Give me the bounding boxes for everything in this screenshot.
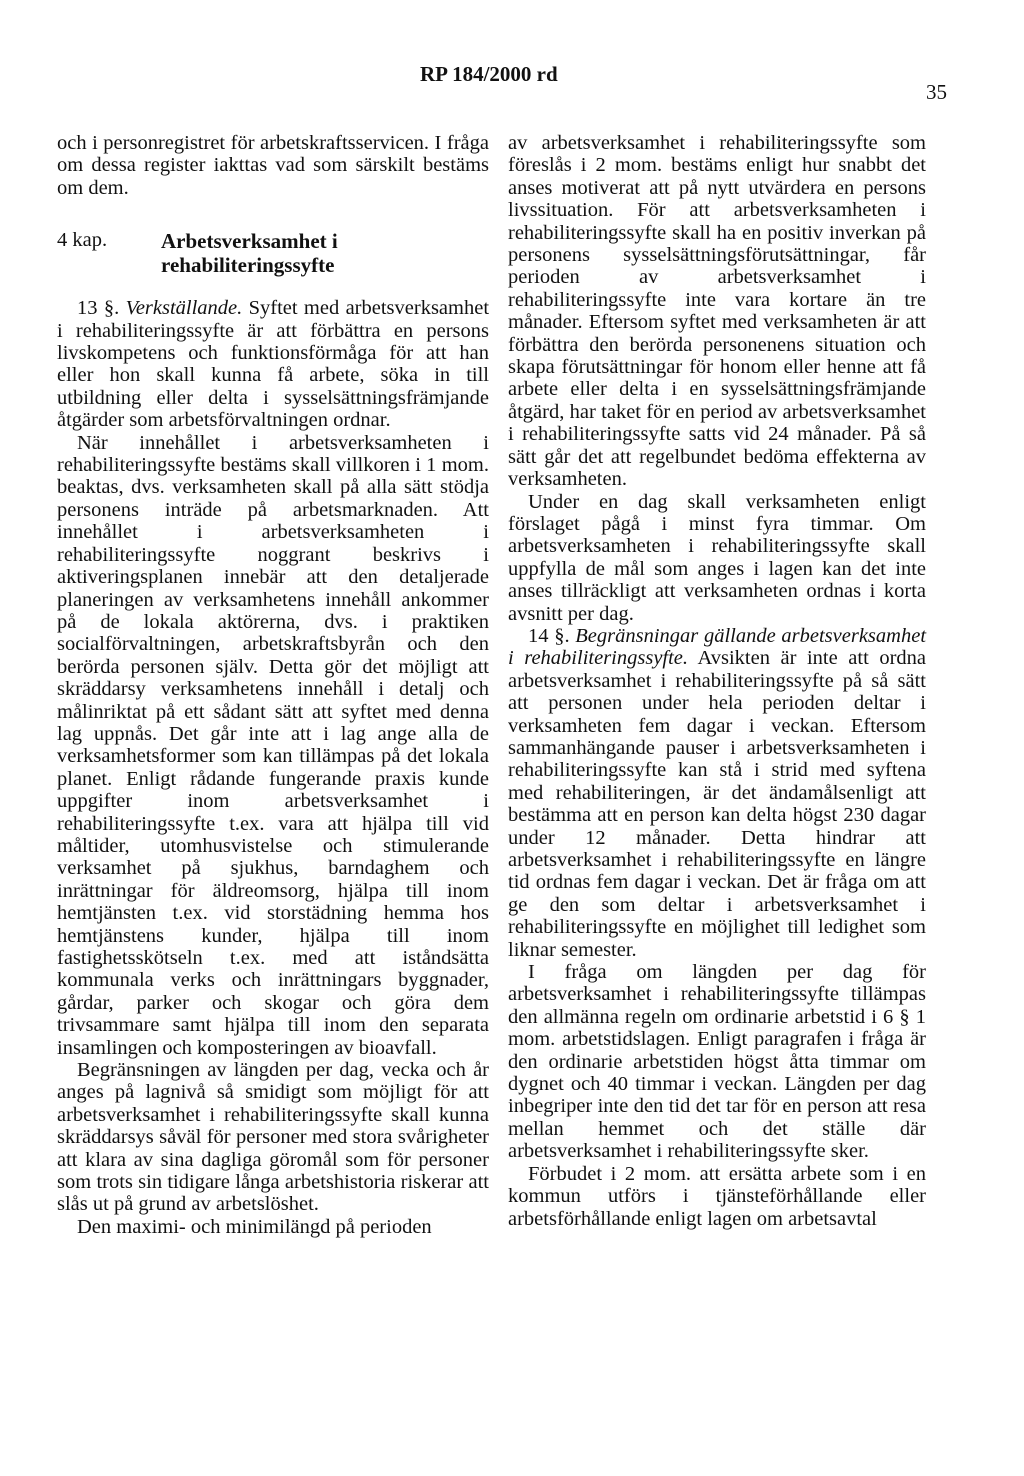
body-paragraph: I fråga om längden per dag för arbetsverksamhet i rehabiliteringssyfte tillämpas den allmänna regeln om ordinarie arbetstid i 6 § 1 mom. arbetstidslagen. Enligt paragrafen i fråga är den ordinarie arbetstiden högst åtta timmar om dygnet och 40 timmar i veckan. Längden per dag inbegriper inte den tid det tar för en person att resa mellan hemmet och det ställe där arbetsverksamhet i rehabiliteringssyfte sker. <box>508 961 926 1163</box>
intro-paragraph: och i personregistret för arbetskraftsservicen. I fråga om dessa register iakttas vad som särskilt bestäms om dem. <box>57 132 489 199</box>
chapter-title: Arbetsverksamhet i rehabiliteringssyfte <box>161 229 338 278</box>
section-13-number: 13 §. <box>77 297 120 320</box>
section-13-paragraph <box>57 297 489 431</box>
chapter-heading <box>57 229 489 277</box>
body-paragraph: Den maximi- och minimilängd på perioden <box>77 1215 432 1238</box>
section-14-number: 14 §. <box>528 624 570 647</box>
running-title: RP 184/2000 rd <box>420 62 558 86</box>
page-number: 35 <box>926 80 947 104</box>
chapter-number: 4 kap. <box>57 229 108 252</box>
body-paragraph: av arbetsverksamhet i rehabiliteringssyfte som föreslås i 2 mom. bestäms enligt hur snabbt det anses motiverat att på nytt utvärdera en persons livssituation. För att arbetsverksamheten i rehabiliteringssyfte skall ha en positiv inverkan på personens sysselsättningsförutsättningar, får perioden av arbetsverksamhet i rehabiliteringssyfte inte vara kortare än tre månader. Eftersom syftet med verksamheten är att förbättra den berörda personenens situation och skapa förutsättningar för honom eller henne att få arbete eller delta i en sysselsättningsfrämjande åtgärd, har taket för en period av arbetsverksamhet i rehabiliteringssyfte satts vid 24 månader. På så sätt går det att regelbundet bedöma effekterna av verksamheten. <box>508 132 926 491</box>
section-13-heading: Verkställande. <box>125 297 243 320</box>
right-column <box>508 132 926 1230</box>
section-14-heading: Begränsningar gällande arbetsverksamhet i rehabiliteringssyfte. <box>508 624 927 670</box>
body-paragraph: Under en dag skall verksamheten enligt förslaget pågå i minst fyra timmar. Om arbetsverksamheten i rehabiliteringssyfte skall uppfylla de mål som anges i lagen kan det inte anses tillräckligt att verksamheten ordnas i korta avsnitt per dag. <box>508 490 926 625</box>
left-column <box>57 132 489 1238</box>
section-14-paragraph <box>508 625 926 961</box>
page-header <box>0 62 1024 102</box>
section-13-text: Syftet med arbetsverksamhet i rehabiliteringssyfte är att förbättra en persons livskompetens och funktionsförmåga för att han eller hon skall kunna få arbete, söka in till utbildning eller delta i sysselsättningsfrämjande åtgärder som arbetsförvaltningen ordnar. <box>57 297 490 432</box>
body-paragraph: Begränsningen av längden per dag, vecka och år anges på lagnivå så smidigt som möjligt för att arbetsverksamhet i rehabiliteringssyfte skall kunna skräddarsys såväl för personer med stora svårigheter att klara av sina dagliga göromål som för personer som trots sin tidigare långa arbetshistoria riskerar att slås ut på grund av arbetslöshet. <box>57 1059 489 1216</box>
body-paragraph: När innehållet i arbetsverksamheten i rehabiliteringssyfte bestäms skall villkoren i 1 mom. beaktas, dvs. verksamheten skall på alla sätt stödja personens inträde på arbetsmarknaden. Att innehållet i arbetsverksamheten i rehabiliteringssyfte noggrant beskrivs i aktiveringsplanen innebär att den detaljerade planeringen av verksamhetens innehåll ankommer på de lokala aktörerna, dvs. i praktiken socialförvaltningen, arbetskraftsbyrån och den berörda personen själv. Detta gör det möjligt att skräddarsy verksamhetens innehåll i detalj och målinriktat på ett sådant sätt att syftet med denna lag uppnås. Det går inte att i lag ange alla de verksamhetsformer som kan tillämpas på det lokala planet. Enligt rådande fungerande praxis kunde uppgifter inom arbetsverksamhet i rehabiliteringssyfte t.ex. vara att hjälpa till vid måltider, utomhusvistelse och stimulerande verksamhet på sjukhus, barndaghem och inrättningar för äldreomsorg, hjälpa till inom hemtjänsten t.ex. vid storstädning hemma hos hemtjänstens kunder, hjälpa till inom fastighetsskötseln t.ex. med att iståndsätta kommunala verks och inrättningars byggnader, gårdar, parker och skogar och göra dem trivsammare samt hjälpa till inom den separata insamlingen och komposteringen av bioavfall. <box>57 431 489 1059</box>
body-paragraph: Förbudet i 2 mom. att ersätta arbete som i en kommun utförs i tjänsteförhållande eller arbetsförhållande enligt lagen om arbetsavtal <box>508 1162 926 1230</box>
section-14-text: Avsikten är inte att ordna arbetsverksamhet i rehabiliteringssyfte på så sätt att personen under hela perioden deltar i verksamheten fem dagar i veckan. Eftersom sammanhängande pauser i arbetsverksamheten i rehabiliteringssyfte kan stå i strid med syftena med rehabiliteringen, är det ändamålsenligt att bestämma att en person kan delta högst 230 dagar under 12 månader. Detta hindrar att arbetsverksamhet i rehabiliteringssyfte en längre tid ordnas fem dagar i veckan. Det är fråga om att ge den som deltar i arbetsverksamhet i rehabiliteringssyfte en möjlighet till ledighet som liknar semester. <box>508 647 926 961</box>
